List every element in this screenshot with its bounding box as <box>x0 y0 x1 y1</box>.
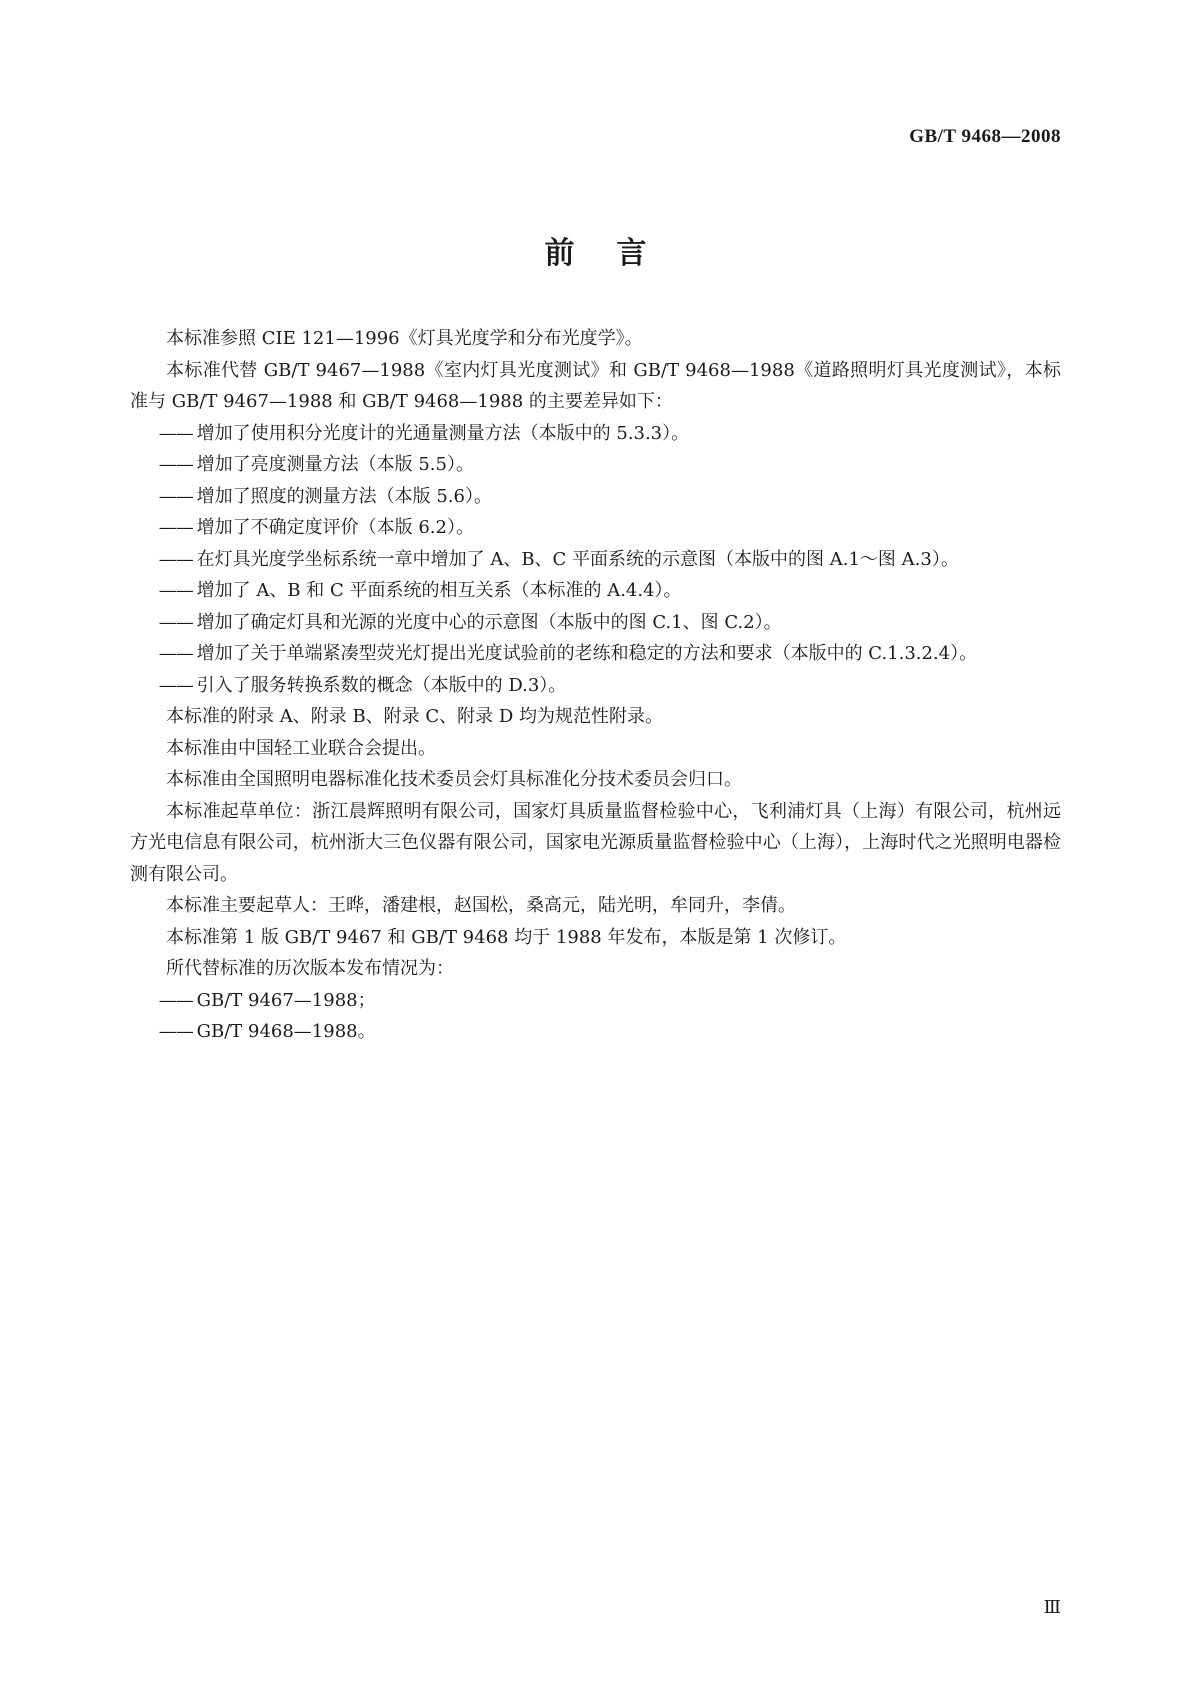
standard-number: GB/T 9468—2008 <box>909 126 1061 147</box>
paragraph: 本标准由全国照明电器标准化技术委员会灯具标准化分技术委员会归口。 <box>166 769 742 790</box>
list-item-text: 增加了照度的测量方法（本版 5.6）。 <box>196 485 492 507</box>
dash-mark: —— <box>158 1021 193 1042</box>
list-item <box>130 512 1061 544</box>
list-item <box>130 1016 1061 1048</box>
list-item-text: 在灯具光度学坐标系统一章中增加了 A、B、C 平面系统的示意图（本版中的图 A.1～图 A.3）。 <box>196 548 959 570</box>
dash-mark: —— <box>158 674 193 696</box>
paragraph: 本标准起草单位：浙江晨辉照明有限公司，国家灯具质量监督检验中心，飞利浦灯具（上海）有限公司，杭州远方光电信息有限公司，杭州浙大三色仪器有限公司，国家电光源质量监督检验中心（上海），上海时代之光照明电器检测有限公司。 <box>130 800 1061 885</box>
list-item-text: 增加了亮度测量方法（本版 5.5）。 <box>196 454 474 475</box>
paragraph: 本标准的附录 A、附录 B、附录 C、附录 D 均为规范性附录。 <box>166 706 664 727</box>
dash-mark: —— <box>158 643 193 664</box>
list-item-text: 增加了 A、B 和 C 平面系统的相互关系（本标准的 A.4.4）。 <box>196 580 682 601</box>
list-item <box>130 638 1061 670</box>
paragraph: 本标准主要起草人：王晔，潘建根，赵国松，桑高元，陆光明，牟同升，李倩。 <box>166 895 796 916</box>
list-item-text: 引入了服务转换系数的概念（本版中的 D.3）。 <box>196 674 567 696</box>
dash-mark: —— <box>158 611 193 633</box>
list-item-text: 增加了确定灯具和光源的光度中心的示意图（本版中的图 C.1、图 C.2）。 <box>196 611 782 633</box>
list-item <box>130 449 1061 481</box>
list-item-text: 增加了不确定度评价（本版 6.2）。 <box>196 517 474 538</box>
list-item <box>130 670 1061 702</box>
list-item <box>130 985 1061 1017</box>
dash-mark: —— <box>158 548 193 570</box>
list-item-text: GB/T 9467—1988； <box>196 989 376 1011</box>
page-title: 前言 <box>544 236 689 271</box>
list-item <box>130 418 1061 450</box>
list-item <box>130 544 1061 576</box>
dash-mark: —— <box>158 580 193 601</box>
paragraph: 本标准参照 CIE 121—1996《灯具光度学和分布光度学》。 <box>166 328 643 349</box>
dash-mark: —— <box>158 485 193 507</box>
dash-mark: —— <box>158 422 193 444</box>
paragraph: 所代替标准的历次版本发布情况为： <box>166 958 454 979</box>
page-number: Ⅲ <box>1043 1597 1061 1617</box>
paragraph: 本标准第 1 版 GB/T 9467 和 GB/T 9468 均于 1988 年发布，本版是第 1 次修订。 <box>166 926 847 948</box>
dash-mark: —— <box>158 454 193 475</box>
dash-mark: —— <box>158 989 193 1011</box>
preface-body <box>130 323 1061 1048</box>
list-item-text: 增加了使用积分光度计的光通量测量方法（本版中的 5.3.3）。 <box>196 422 690 444</box>
paragraph: 本标准代替 GB/T 9467—1988《室内灯具光度测试》和 GB/T 9468—1988《道路照明灯具光度测试》，本标准与 GB/T 9467—1988 和 GB/T 9468—1988 的主要差异如下： <box>130 359 1061 412</box>
paragraph: 本标准由中国轻工业联合会提出。 <box>166 737 436 759</box>
dash-mark: —— <box>158 517 193 538</box>
list-item-text: 增加了关于单端紧凑型荧光灯提出光度试验前的老练和稳定的方法和要求（本版中的 C.1.3.2.4）。 <box>196 643 978 664</box>
list-item <box>130 575 1061 607</box>
list-item <box>130 607 1061 639</box>
list-item-text: GB/T 9468—1988。 <box>196 1021 376 1042</box>
list-item <box>130 481 1061 513</box>
